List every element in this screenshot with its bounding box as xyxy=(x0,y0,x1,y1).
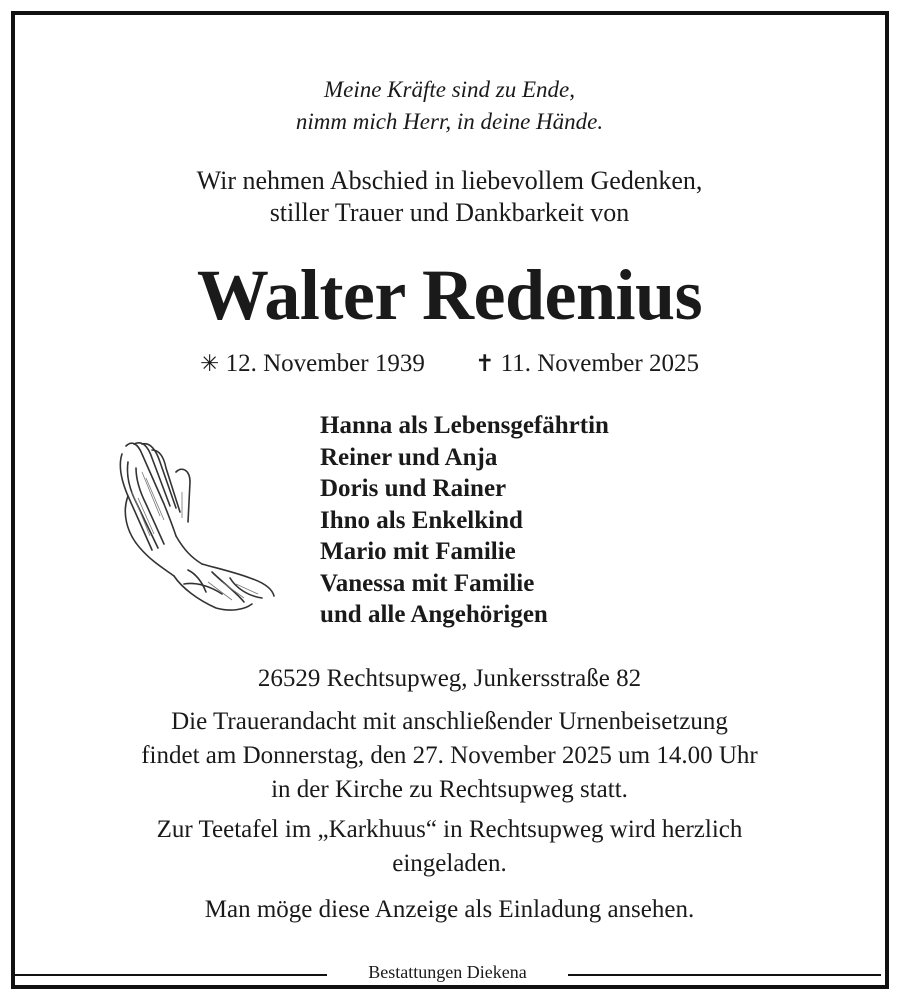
verse-line-1: Meine Kräfte sind zu Ende, xyxy=(323,77,576,102)
address: 26529 Rechtsupweg, Junkersstraße 82 xyxy=(257,665,642,692)
tea-invitation xyxy=(0,813,899,881)
service-info xyxy=(0,705,899,807)
mourners-list xyxy=(320,410,609,631)
birth-date: 12. November 1939 xyxy=(225,350,425,377)
intro-line-2: stiller Trauer und Dankbarkeit von xyxy=(269,198,630,227)
intro-text xyxy=(0,165,899,229)
mourner-6: Vanessa mit Familie xyxy=(320,569,535,597)
footer-rule-right xyxy=(568,974,881,976)
funeral-home: Bestattungen Diekena xyxy=(327,960,568,984)
mourner-5: Mario mit Familie xyxy=(320,538,516,565)
verse-line-2: nimm mich Herr, in deine Hände. xyxy=(295,109,604,134)
mourner-1: Hanna als Lebensgefährtin xyxy=(320,412,609,439)
deceased-name: Walter Redenius xyxy=(196,255,703,335)
birth-date-group xyxy=(200,348,425,380)
service-line-2: findet am Donnerstag, den 27. November 2025 um 14.00 Uhr xyxy=(141,742,758,769)
mourner-3: Doris und Rainer xyxy=(320,475,507,502)
praying-hands-icon xyxy=(112,432,277,614)
death-cross-icon: ✝ xyxy=(475,351,495,376)
service-line-3: in der Kirche zu Rechtsupweg statt. xyxy=(271,776,628,803)
mourner-4: Ihno als Enkelkind xyxy=(320,506,523,534)
invitation-note: Man möge diese Anzeige als Einladung ansehen. xyxy=(204,896,695,923)
birth-star-icon: ✳ xyxy=(200,351,220,376)
tea-line-2: eingeladen. xyxy=(392,850,507,877)
mourner-2: Reiner und Anja xyxy=(320,443,498,471)
footer-rule-left xyxy=(15,974,327,976)
mourner-7: und alle Angehörigen xyxy=(320,601,548,628)
intro-line-1: Wir nehmen Abschied in liebevollem Gedenken, xyxy=(196,166,703,195)
death-date-group xyxy=(475,348,699,380)
tea-line-1: Zur Teetafel im „Karkhuus“ in Rechtsupweg wird herzlich xyxy=(156,816,743,843)
verse xyxy=(0,74,899,138)
death-date: 11. November 2025 xyxy=(500,350,699,377)
life-dates xyxy=(0,348,899,380)
service-line-1: Die Trauerandacht mit anschließender Urnenbeisetzung xyxy=(171,708,728,735)
